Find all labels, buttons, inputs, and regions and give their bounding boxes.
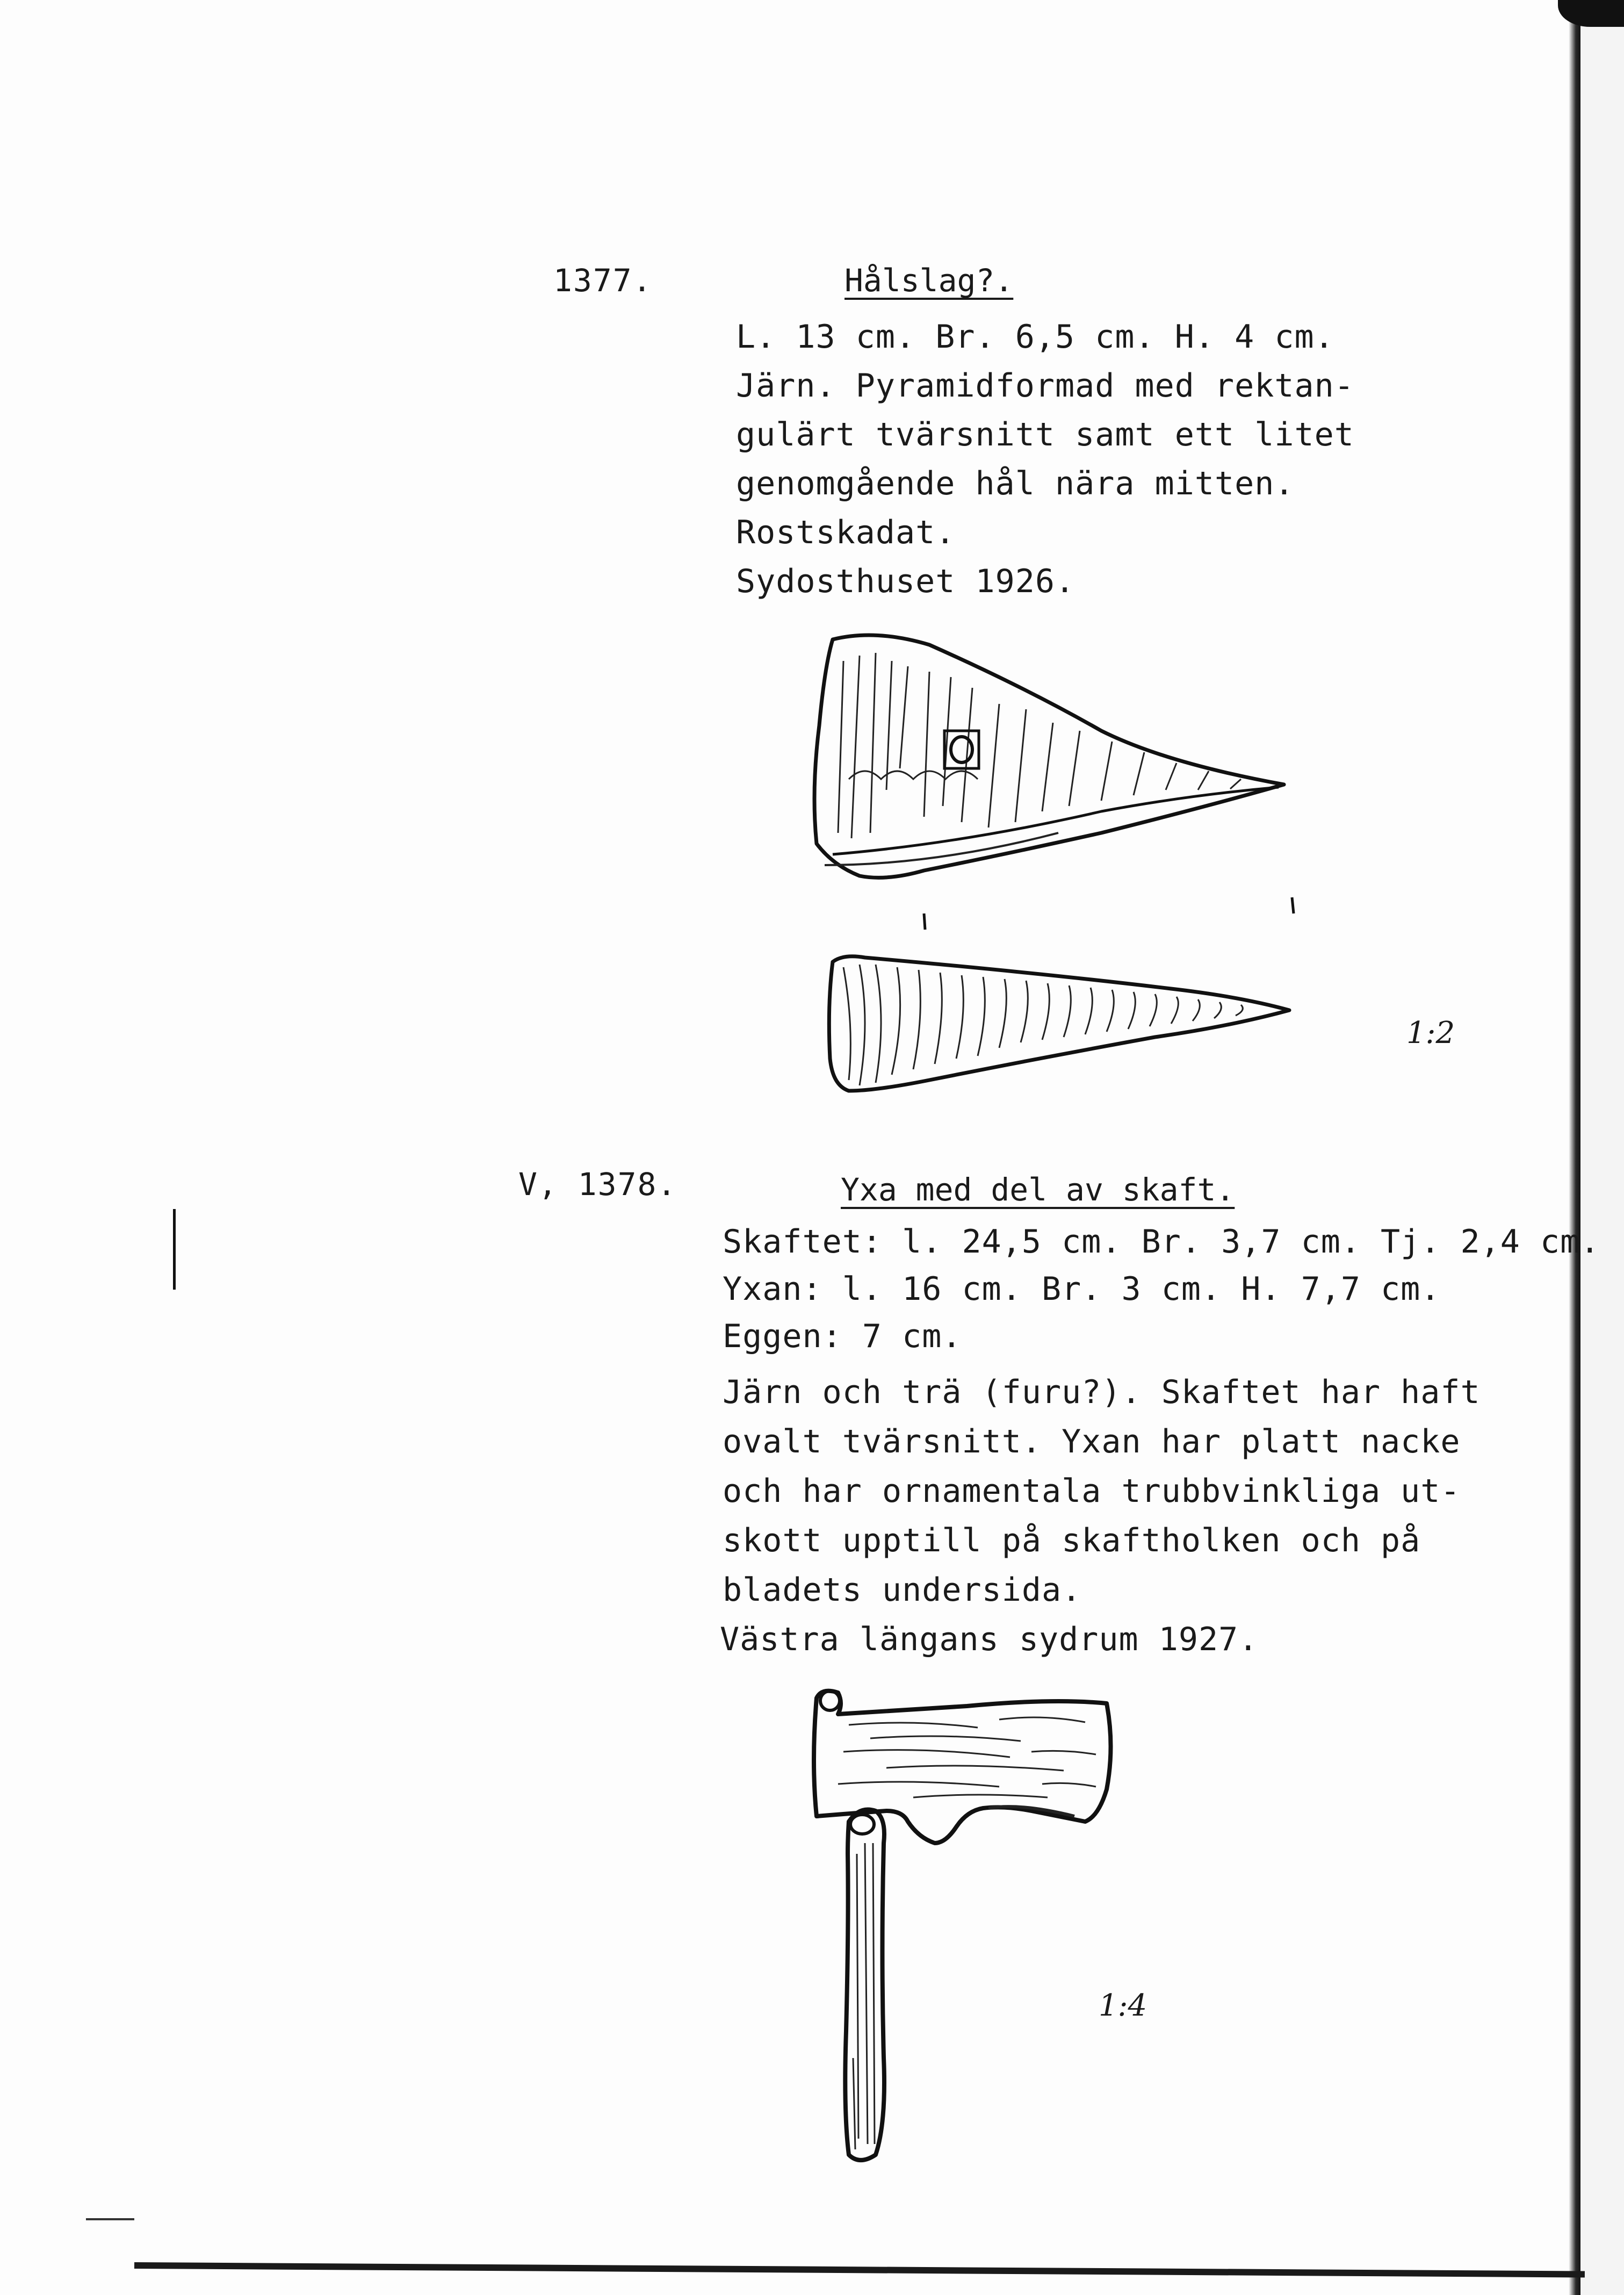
- entry-number: V, 1378.: [518, 1166, 677, 1203]
- scale-label: 1:2: [1406, 1016, 1455, 1051]
- entry-text-line: gulärt tvärsnitt samt ett litet: [736, 416, 1354, 454]
- scan-corner: [1558, 0, 1624, 27]
- entry-text-line: genomgående hål nära mitten.: [736, 465, 1295, 502]
- entry-text-line: Eggen: 7 cm.: [723, 1318, 962, 1355]
- entry-title: Yxa med del av skaft.: [841, 1171, 1235, 1208]
- entry-title: Hålslag?.: [845, 262, 1014, 299]
- entry-text-line: Järn. Pyramidformad med rektan-: [736, 367, 1354, 405]
- entry-text-line: L. 13 cm. Br. 6,5 cm. H. 4 cm.: [736, 318, 1334, 356]
- scale-label: 1:4: [1099, 1988, 1147, 2023]
- entry-text-line: Sydosthuset 1926.: [736, 563, 1076, 600]
- entry-text-line: Järn och trä (furu?). Skaftet har haft: [723, 1373, 1481, 1411]
- entry-text-line: Yxan: l. 16 cm. Br. 3 cm. H. 7,7 cm.: [723, 1270, 1441, 1308]
- margin-mark: [86, 2218, 134, 2220]
- margin-mark: [173, 1209, 176, 1290]
- punch-top-view-drawing: [800, 629, 1295, 930]
- entry-text-line: Skaftet: l. 24,5 cm. Br. 3,7 cm. Tj. 2,4 cm.: [723, 1223, 1600, 1261]
- entry-number: 1377.: [553, 262, 653, 299]
- entry-text-line: bladets undersida.: [723, 1571, 1082, 1609]
- axe-drawing: [806, 1682, 1128, 2176]
- entry-text-line: skott upptill på skaftholken och på: [723, 1522, 1421, 1559]
- entry-text-line: ovalt tvärsnitt. Yxan har platt nacke: [723, 1423, 1461, 1461]
- entry-text-line: Rostskadat.: [736, 514, 956, 551]
- entry-text-line: och har ornamentala trubbvinkliga ut-: [723, 1472, 1461, 1510]
- entry-text-line: Västra längans sydrum 1927.: [720, 1621, 1259, 1658]
- scan-edge: [1580, 0, 1624, 2295]
- punch-side-view-drawing: [822, 951, 1295, 1112]
- scan-bottom-edge: [134, 2262, 1585, 2277]
- scan-edge-shadow: [1569, 0, 1580, 2295]
